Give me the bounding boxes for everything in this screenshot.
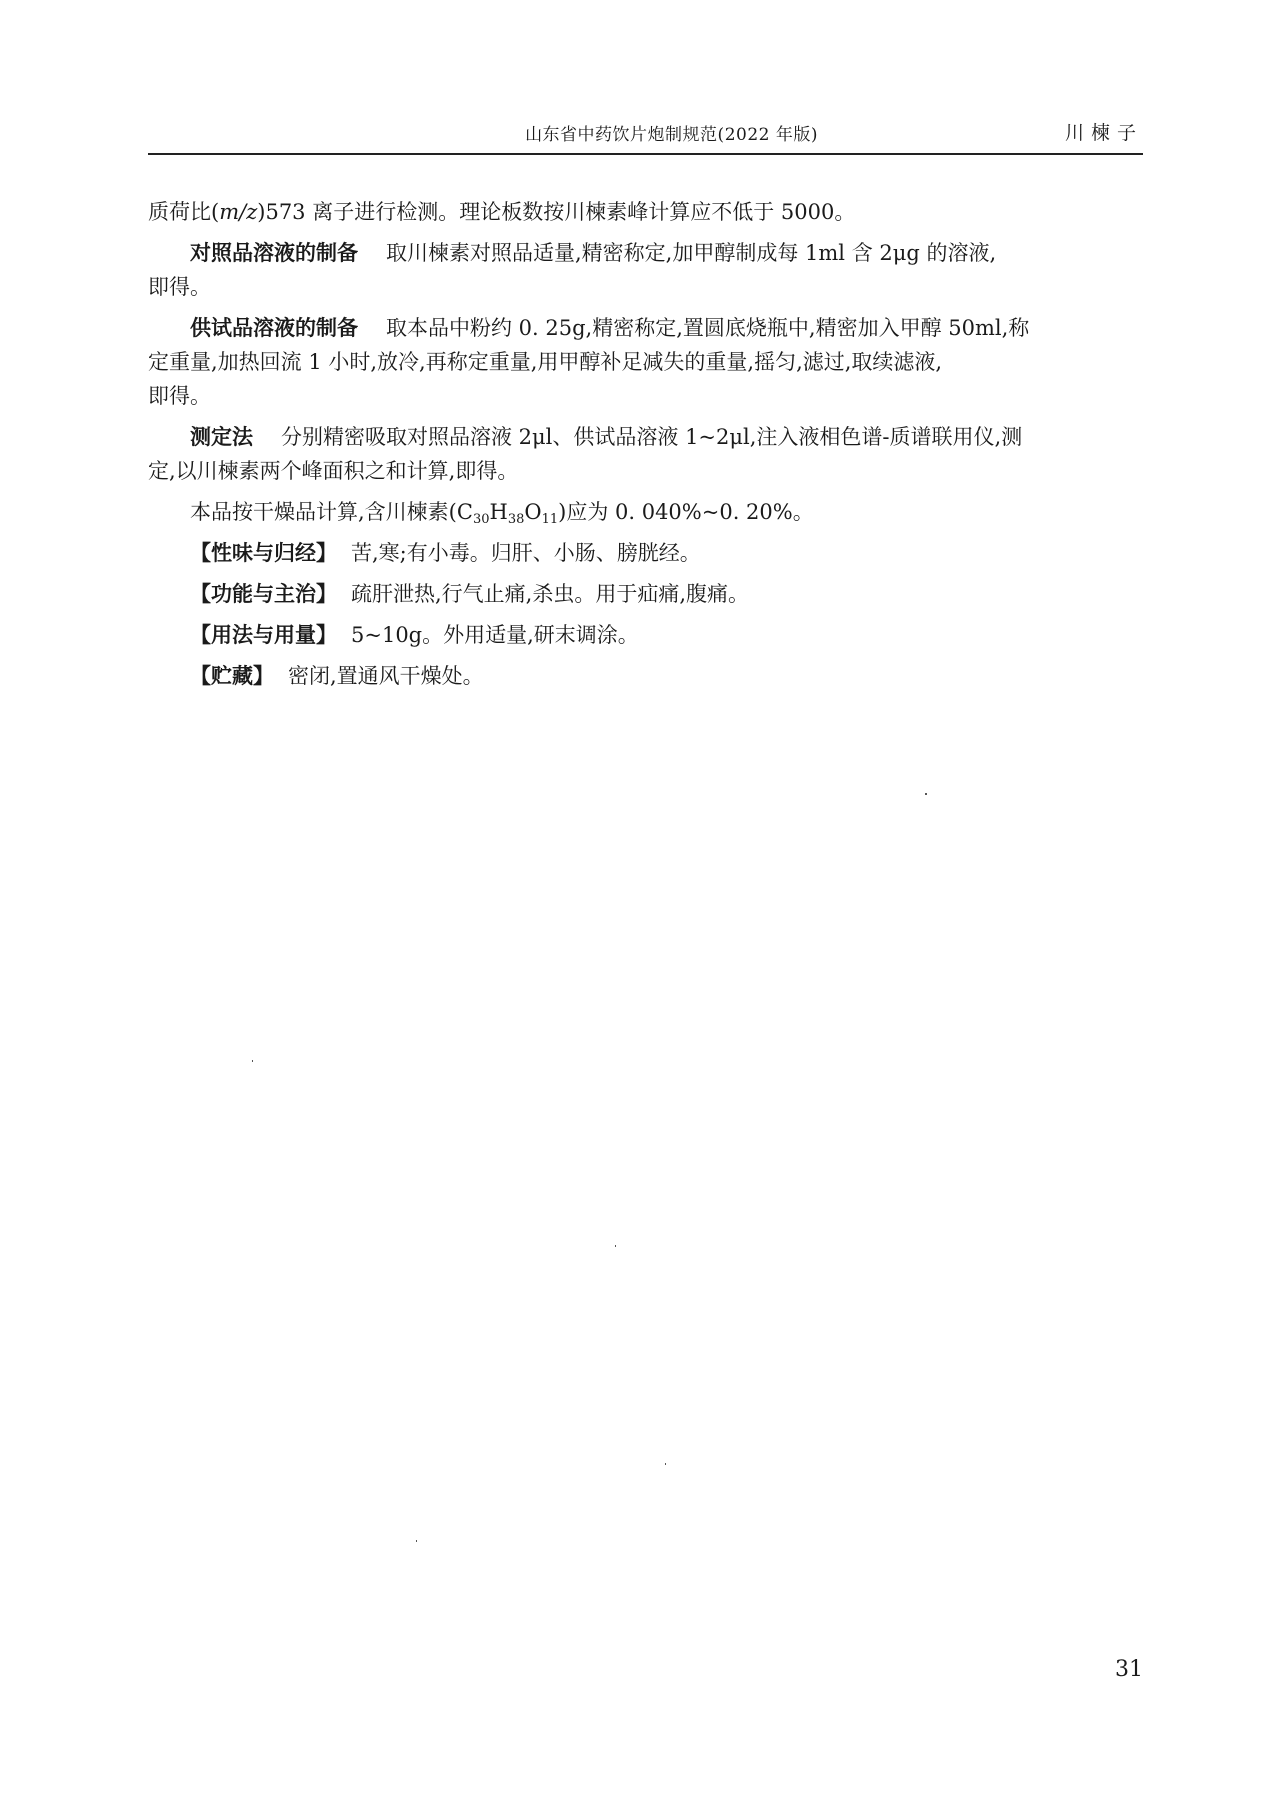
method-text: 分别精密吸取对照品溶液 2μl、供试品溶液 1~2μl,注入液相色谱-质谱联用仪,测 [281, 425, 1023, 449]
usage-dosage-item [148, 618, 1143, 652]
page-body [148, 195, 1143, 700]
test-solution-text: 取本品中粉约 0. 25g,精密称定,置圆底烧瓶中,精密加入甲醇 50ml,称 [386, 316, 1030, 340]
section-title: 川楝子 [1064, 122, 1143, 144]
nature-meridian-item [148, 536, 1143, 570]
scan-speck [252, 1060, 253, 1062]
function-heading: 【功能与主治】 [190, 582, 337, 606]
book-title: 山东省中药饮片炮制规范(2022 年版) [525, 125, 818, 145]
test-solution-paragraph: 供试品溶液的制备 取本品中粉约 0. 25g,精密称定,置圆底烧瓶中,精密加入甲醇 50ml,称 定重量,加热回流 1 小时,放冷,再称定重量,用甲醇补足减失的重量,摇匀,滤过,取续滤液, 即得。 [148, 316, 1030, 408]
scan-speck [416, 1540, 417, 1542]
reference-solution-heading: 对照品溶液的制备 [190, 241, 358, 265]
mass-detection-paragraph: 质荷比(m/z)573 离子进行检测。理论板数按川楝素峰计算应不低于 5000。 [148, 200, 856, 224]
method-paragraph: 测定法 分别精密吸取对照品溶液 2μl、供试品溶液 1~2μl,注入液相色谱-质谱联用仪,测 定,以川楝素两个峰面积之和计算,即得。 [148, 425, 1023, 483]
nature-heading: 【性味与归经】 [190, 541, 337, 565]
page-number: 31 [1115, 1657, 1143, 1682]
nature-text: 苦,寒;有小毒。归肝、小肠、膀胱经。 [351, 541, 701, 565]
function-text: 疏肝泄热,行气止痛,杀虫。用于疝痛,腹痛。 [351, 582, 750, 606]
method-heading: 测定法 [190, 425, 253, 449]
content-limit-paragraph: 本品按干燥品计算,含川楝素$(C_{30}H_{38}O_{11})$应为 0. 040%~0. 20%。 [190, 500, 814, 527]
usage-heading: 【用法与用量】 [190, 623, 337, 647]
storage-item [148, 659, 1143, 693]
scan-speck [925, 793, 927, 795]
mz-symbol: m/z [219, 200, 258, 224]
test-solution-heading: 供试品溶液的制备 [190, 316, 358, 340]
storage-text: 密闭,置通风干燥处。 [288, 664, 484, 688]
usage-text: 5~10g。外用适量,研末调涂。 [351, 623, 639, 647]
storage-heading: 【贮藏】 [190, 664, 274, 688]
reference-solution-text: 取川楝素对照品适量,精密称定,加甲醇制成每 1ml 含 2μg 的溶液, [386, 241, 997, 265]
header-divider [148, 153, 1143, 155]
scan-speck [615, 1245, 616, 1247]
scan-speck [665, 1463, 666, 1465]
function-indication-item [148, 577, 1143, 611]
reference-solution-paragraph: 对照品溶液的制备 取川楝素对照品适量,精密称定,加甲醇制成每 1ml 含 2μg 的溶液, 即得。 [148, 241, 997, 299]
running-header [148, 112, 1143, 152]
